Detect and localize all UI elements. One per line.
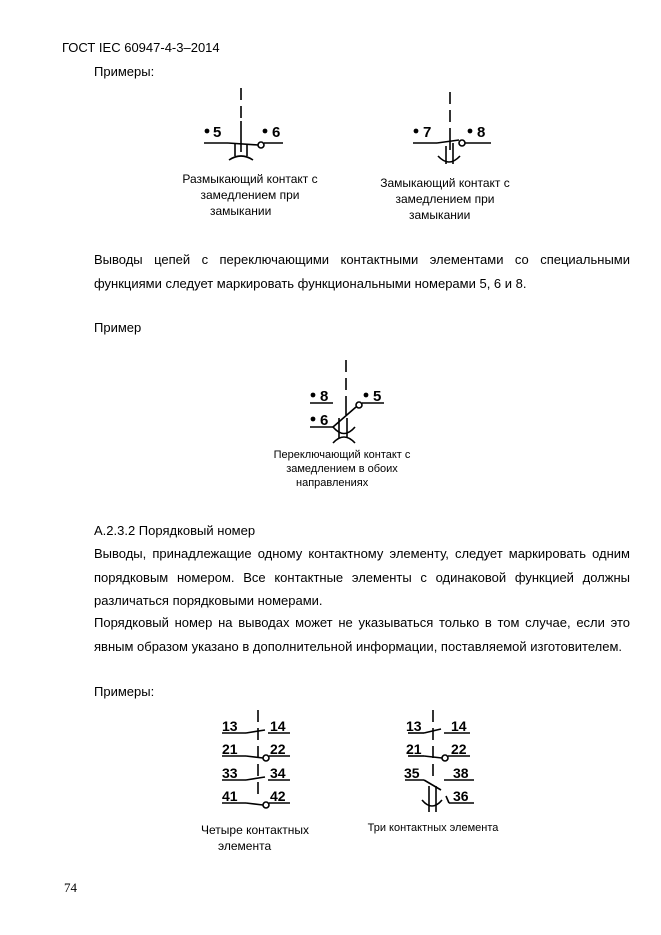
terminal-label: 41 (222, 788, 238, 804)
terminal-dot (468, 129, 473, 134)
examples-label: Примеры: (94, 64, 155, 79)
terminal-label: 6 (320, 412, 329, 429)
terminal-label: 22 (451, 741, 467, 757)
terminal-label: 21 (222, 741, 238, 757)
terminal-dot (414, 129, 419, 134)
terminal-label: 13 (406, 718, 422, 734)
page-number: 74 (64, 880, 77, 895)
terminal-label: 6 (272, 124, 281, 141)
terminal-label: 8 (320, 388, 329, 405)
paragraph-functional-numbers: Выводы цепей с переключающими контактными элементами со специальными функциями следует маркировать функциональными номерами 5, 6 и 8. (94, 252, 630, 291)
terminal-dot (311, 393, 316, 398)
changeover-contact-caption: Переключающий контакт с замедлением в обоих направлениях (273, 449, 411, 489)
terminal-dot (205, 129, 210, 134)
terminal-dot (311, 417, 316, 422)
terminal-dot (364, 393, 369, 398)
break-contact-caption: Размыкающий контакт с замедлением при замыкании (182, 172, 318, 218)
example-label: Пример (94, 320, 142, 335)
terminal-label: 7 (423, 124, 432, 141)
examples-label: Примеры: (94, 684, 155, 699)
terminal-label: 38 (453, 765, 469, 781)
terminal-label: 36 (453, 788, 469, 804)
terminal-label: 35 (404, 765, 420, 781)
four-contacts-caption: Четыре контактных элемента (201, 823, 309, 853)
paragraph-serial-number-1: Выводы, принадлежащие одному контактному элементу, следует маркировать одним порядковым номером. Все контактные элементы с одинаковой функцией должны различаться порядковыми номерами. (94, 546, 630, 608)
terminal-label: 13 (222, 718, 238, 734)
terminal-label: 14 (451, 718, 467, 734)
document-header: ГОСТ IEC 60947-4-3–2014 (62, 40, 220, 55)
terminal-dot (263, 129, 268, 134)
paragraph-serial-number-2: Порядковый номер на выводах может не указываться только в том случае, если это явным образом указано в дополнительной информации, поставляемой изготовителем. (94, 615, 630, 654)
terminal-label: 42 (270, 788, 286, 804)
three-contacts-caption: Три контактных элемента (367, 822, 499, 834)
terminal-label: 22 (270, 741, 286, 757)
terminal-label: 5 (373, 388, 382, 405)
terminal-label: 33 (222, 765, 238, 781)
terminal-label: 21 (406, 741, 422, 757)
make-contact-caption: Замыкающий контакт с замедлением при замыкании (380, 176, 510, 222)
terminal-label: 14 (270, 718, 286, 734)
terminal-label: 34 (270, 765, 286, 781)
terminal-label: 5 (213, 124, 222, 141)
terminal-label: 8 (477, 124, 486, 141)
section-heading: А.2.3.2 Порядковый номер (94, 523, 256, 538)
